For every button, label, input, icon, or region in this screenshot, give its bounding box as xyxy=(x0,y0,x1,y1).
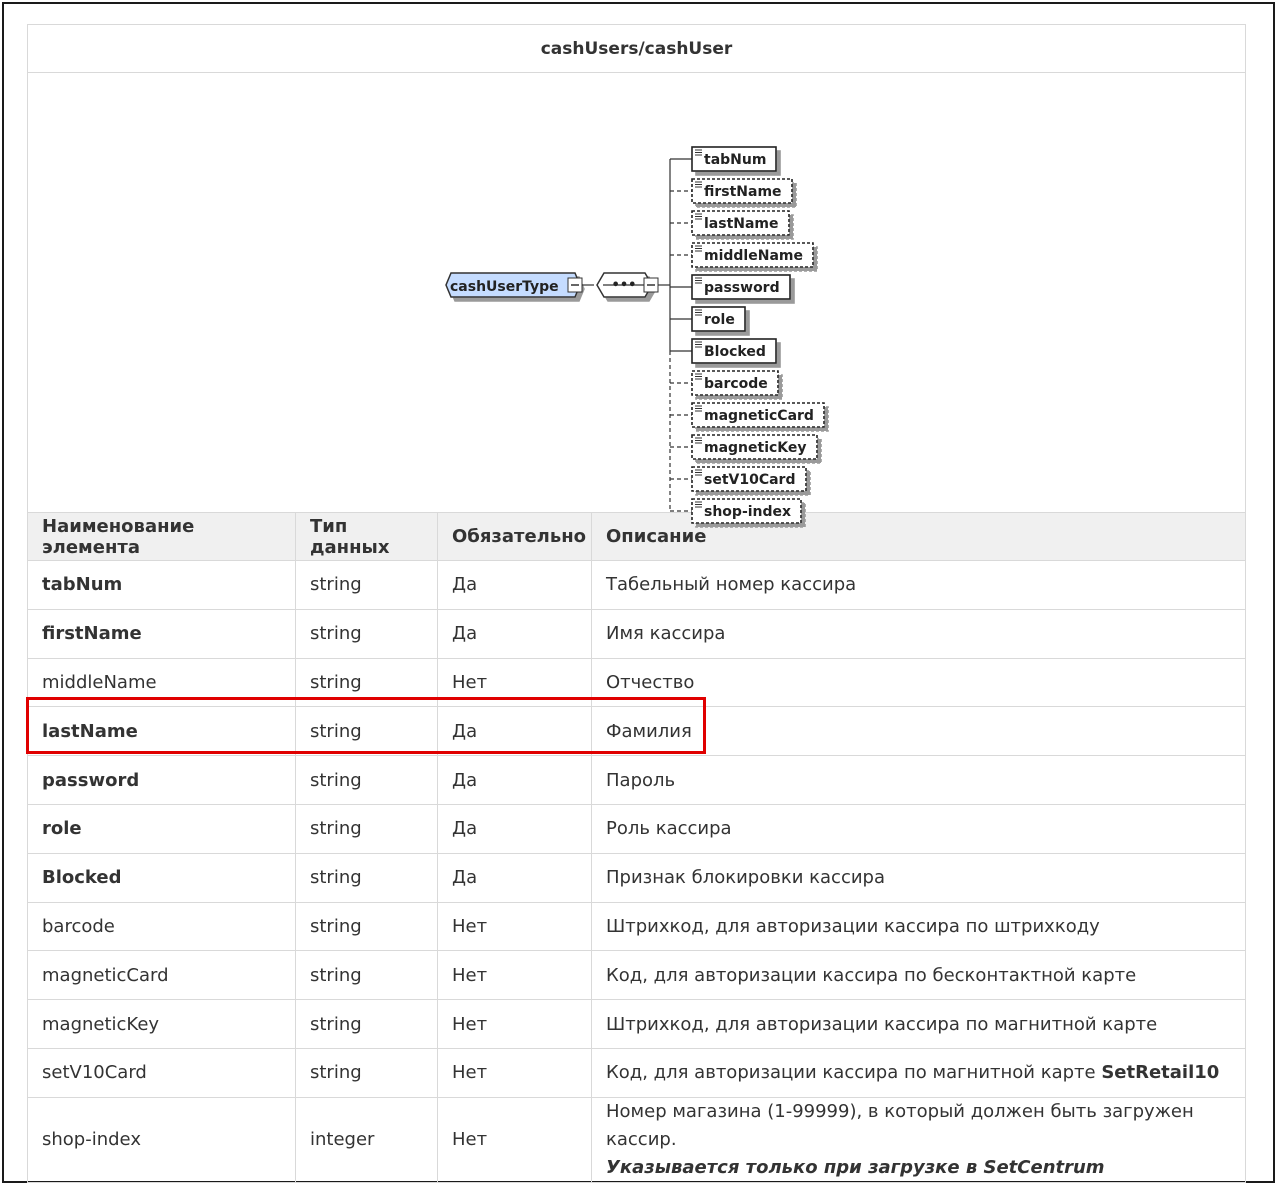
header-name: Наименование элемента xyxy=(28,513,296,561)
cell-name: shop-index xyxy=(28,1097,296,1182)
description-note: Указывается только при загрузке в SetCentrum xyxy=(606,1156,1105,1178)
schema-element-label: middleName xyxy=(704,248,803,264)
schema-element-magnetickey xyxy=(670,435,817,459)
schema-element-middlename xyxy=(670,243,813,267)
table-title: cashUsers/cashUser xyxy=(28,25,1246,73)
cell-description xyxy=(592,756,1246,805)
cell-name: lastName xyxy=(28,707,296,756)
header-required: Обязательно xyxy=(438,513,592,561)
header-type: Тип данных xyxy=(296,513,438,561)
schema-element-setv10card xyxy=(670,467,806,491)
schema-element-barcode xyxy=(670,371,778,395)
description-text: Отчество xyxy=(606,671,695,693)
table-row xyxy=(28,756,1246,805)
cell-description xyxy=(592,804,1246,853)
cell-name: barcode xyxy=(28,902,296,951)
schema-element-label: password xyxy=(704,280,780,296)
cell-required: Нет xyxy=(438,658,592,707)
table-row xyxy=(28,902,1246,951)
cell-name: role xyxy=(28,804,296,853)
cell-description xyxy=(592,1097,1246,1182)
cell-name: firstName xyxy=(28,609,296,658)
description-text: Номер магазина (1-99999), в который должен быть загружен кассир. xyxy=(606,1100,1194,1150)
schema-element-label: shop-index xyxy=(704,504,792,520)
cell-type: string xyxy=(296,1000,438,1049)
cell-type: string xyxy=(296,902,438,951)
description-text: Пароль xyxy=(606,769,676,791)
root-type-label: cashUserType xyxy=(450,279,559,295)
cell-required: Да xyxy=(438,609,592,658)
table-row xyxy=(28,1000,1246,1049)
schema-element-password xyxy=(670,275,790,299)
schema-element-magneticcard xyxy=(670,403,824,427)
header-description: Описание xyxy=(592,513,1246,561)
cell-type: string xyxy=(296,561,438,610)
cell-required: Нет xyxy=(438,951,592,1000)
cell-name: magneticCard xyxy=(28,951,296,1000)
cell-name: Blocked xyxy=(28,853,296,902)
cell-description xyxy=(592,609,1246,658)
sequence-node xyxy=(597,273,658,297)
description-text: Табельный номер кассира xyxy=(606,574,857,596)
table-row xyxy=(28,951,1246,1000)
description-product: SetRetail10 xyxy=(1101,1062,1220,1084)
table-row xyxy=(28,853,1246,902)
schema-element-label: Blocked xyxy=(704,344,766,360)
cell-name: password xyxy=(28,756,296,805)
cell-required: Да xyxy=(438,853,592,902)
cell-description xyxy=(592,951,1246,1000)
schema-element-lastname xyxy=(670,211,789,235)
cell-required: Нет xyxy=(438,1000,592,1049)
cell-required: Да xyxy=(438,561,592,610)
table-row xyxy=(28,1097,1246,1182)
cell-type: string xyxy=(296,951,438,1000)
schema-element-blocked xyxy=(670,339,776,363)
schema-element-label: firstName xyxy=(704,184,782,200)
cell-type: string xyxy=(296,658,438,707)
cell-name: setV10Card xyxy=(28,1048,296,1097)
cell-description xyxy=(592,658,1246,707)
schema-element-firstname xyxy=(670,179,792,203)
table-row xyxy=(28,707,1246,756)
description-text: Фамилия xyxy=(606,720,692,742)
schema-element-label: magneticKey xyxy=(704,440,807,456)
cell-description xyxy=(592,707,1246,756)
cell-name: magneticKey xyxy=(28,1000,296,1049)
cell-required: Да xyxy=(438,804,592,853)
schema-element-label: role xyxy=(704,312,735,328)
cell-type: string xyxy=(296,609,438,658)
table-row xyxy=(28,561,1246,610)
schema-element-label: tabNum xyxy=(704,152,767,168)
cell-description xyxy=(592,1048,1246,1097)
schema-element-label: barcode xyxy=(704,376,768,392)
cell-type: string xyxy=(296,756,438,805)
description-text: Штрихкод, для авторизации кассира по штрихкоду xyxy=(606,915,1100,937)
sequence-symbol: ••• xyxy=(611,278,637,293)
cell-type: string xyxy=(296,1048,438,1097)
schema-diagram xyxy=(28,73,1245,520)
schema-diagram-cell xyxy=(28,73,1246,520)
table-row xyxy=(28,658,1246,707)
cell-required: Да xyxy=(438,756,592,805)
cell-description xyxy=(592,853,1246,902)
cell-description xyxy=(592,561,1246,610)
schema-element-label: setV10Card xyxy=(704,472,796,488)
cell-type: string xyxy=(296,707,438,756)
cell-type: string xyxy=(296,804,438,853)
schema-element-role xyxy=(670,307,745,331)
cell-type: integer xyxy=(296,1097,438,1182)
cell-description xyxy=(592,902,1246,951)
cell-required: Нет xyxy=(438,902,592,951)
description-text: Штрихкод, для авторизации кассира по магнитной карте xyxy=(606,1013,1158,1035)
cell-description xyxy=(592,1000,1246,1049)
cell-required: Нет xyxy=(438,1097,592,1182)
description-text: Признак блокировки кассира xyxy=(606,867,885,889)
cell-name: middleName xyxy=(28,658,296,707)
description-text: Код, для авторизации кассира по бесконтактной карте xyxy=(606,964,1137,986)
table-row xyxy=(28,804,1246,853)
table-row xyxy=(28,1048,1246,1097)
cell-required: Да xyxy=(438,707,592,756)
cell-name: tabNum xyxy=(28,561,296,610)
schema-element-tabnum xyxy=(670,147,776,171)
root-type-node xyxy=(446,273,582,297)
schema-element-label: magneticCard xyxy=(704,408,814,424)
cell-type: string xyxy=(296,853,438,902)
description-text: Имя кассира xyxy=(606,623,726,645)
schema-table xyxy=(27,24,1246,1183)
description-text: Роль кассира xyxy=(606,818,732,840)
cell-required: Нет xyxy=(438,1048,592,1097)
schema-element-label: lastName xyxy=(704,216,779,232)
table-row xyxy=(28,609,1246,658)
description-text: Код, для авторизации кассира по магнитной карте xyxy=(606,1062,1102,1084)
